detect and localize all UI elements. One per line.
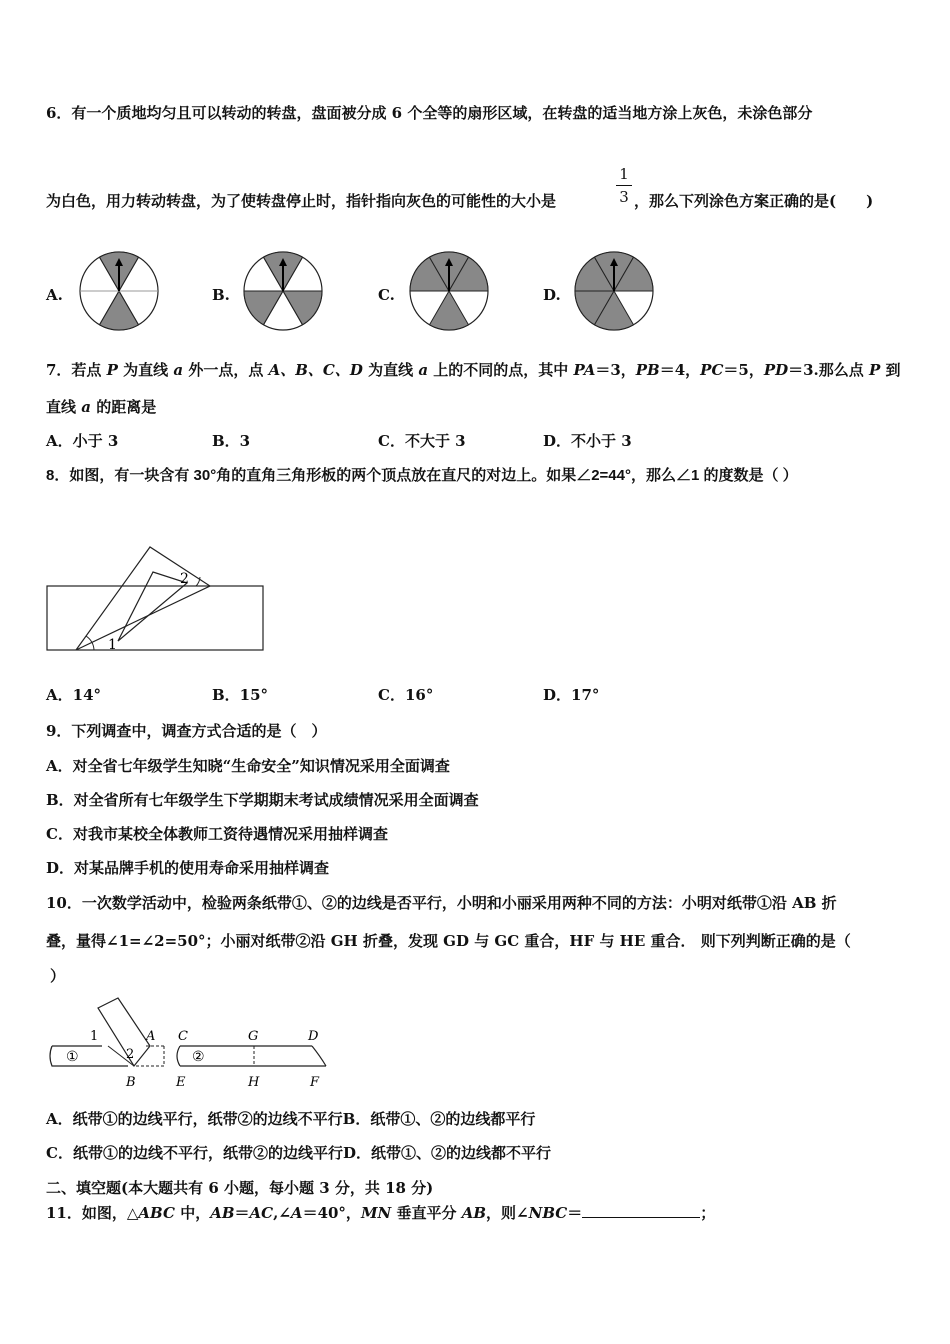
q7-option-b: B．3 xyxy=(212,432,251,450)
q8-angle2-label: 2 xyxy=(180,571,189,587)
q6-line2b: ，那么下列涂色方案正确的是( ) xyxy=(634,192,874,210)
q10-options-cd: C．纸带①的边线不平行，纸带②的边线平行D．纸带①、②的边线都不平行 xyxy=(46,1144,551,1162)
q6-frac-num: 1 xyxy=(619,165,629,183)
spinner-a-figure xyxy=(78,250,160,332)
q10-point-h: H xyxy=(248,1075,260,1090)
q6-option-b-label: B. xyxy=(212,286,230,304)
q10-point-b: B xyxy=(126,1075,136,1090)
q10-angle1-label: 1 xyxy=(90,1029,99,1044)
q8-option-d: D．17° xyxy=(543,686,600,704)
q6-option-c-label: C. xyxy=(378,286,395,304)
q10-strip2-label: ② xyxy=(192,1049,205,1065)
q9-option-c: C．对我市某校全体教师工资待遇情况采用抽样调查 xyxy=(46,825,388,843)
q8-option-a: A．14° xyxy=(46,686,102,704)
section2-heading: 二、填空题(本大题共有 6 小题，每小题 3 分，共 18 分) xyxy=(46,1179,434,1197)
q7-line1: 7．若点 P 为直线 a 外一点，点 A、B、C、D 为直线 a 上的不同的点，其中 PA＝3，PB＝4，PC＝5，PD＝3.那么点 P 到 xyxy=(46,361,901,379)
q10-point-g: G xyxy=(248,1029,259,1044)
spinner-c-figure xyxy=(408,250,490,332)
q9-option-b: B．对全省所有七年级学生下学期期末考试成绩情况采用全面调查 xyxy=(46,791,479,809)
q6-line2a: 为白色，用力转动转盘，为了使转盘停止时，指针指向灰色的可能性的大小是 xyxy=(46,192,557,210)
q11-answer-blank[interactable] xyxy=(582,1205,700,1218)
q10-angle2-label: 2 xyxy=(126,1047,135,1062)
q8-question: 8．如图，有一块含有 30°角的直角三角形板的两个顶点放在直尺的对边上。如果∠2=44°，那么∠1 的度数是（ ） xyxy=(46,467,798,484)
q8-ruler-triangle-figure xyxy=(46,545,268,655)
q9-question: 9．下列调查中，调查方式合适的是（ ） xyxy=(46,722,327,740)
q7-option-d: D．不小于 3 xyxy=(543,432,632,450)
q6-option-d-label: D. xyxy=(543,286,561,304)
q9-option-d: D．对某品牌手机的使用寿命采用抽样调查 xyxy=(46,859,330,877)
q10-point-e: E xyxy=(176,1075,186,1090)
q6-option-a-label: A. xyxy=(46,286,63,304)
q7-option-c: C．不大于 3 xyxy=(378,432,466,450)
q6-line1: 6．有一个质地均匀且可以转动的转盘，盘面被分成 6 个全等的扇形区域，在转盘的适当地方涂上灰色，未涂色部分 xyxy=(46,104,813,122)
spinner-b-figure xyxy=(242,250,324,332)
q6-frac-den: 3 xyxy=(619,188,629,206)
q10-line1: 10．一次数学活动中，检验两条纸带①、②的边线是否平行，小明和小丽采用两种不同的方法：小明对纸带①沿 AB 折 xyxy=(46,894,837,912)
q9-option-a: A．对全省七年级学生知晓“生命安全”知识情况采用全面调查 xyxy=(46,757,450,775)
q7-line2: 直线 a 的距离是 xyxy=(46,398,157,416)
q10-point-f: F xyxy=(310,1075,320,1090)
q10-strip1-label: ① xyxy=(66,1049,79,1065)
q8-option-b: B．15° xyxy=(212,686,269,704)
q7-option-a: A．小于 3 xyxy=(46,432,119,450)
q8-angle1-label: 1 xyxy=(108,637,117,653)
q6-fraction xyxy=(616,165,632,206)
spinner-d-figure xyxy=(573,250,655,332)
q10-point-d: D xyxy=(308,1029,319,1044)
q10-line3: ） xyxy=(50,967,66,985)
q10-point-a: A xyxy=(146,1029,156,1044)
q11-question: 11．如图，△ABC 中，AB＝AC,∠A＝40°，MN 垂直平分 AB，则∠NBC＝ ； xyxy=(46,1204,716,1222)
q10-options-ab: A．纸带①的边线平行，纸带②的边线不平行B．纸带①、②的边线都平行 xyxy=(46,1110,536,1128)
q8-option-c: C．16° xyxy=(378,686,434,704)
q10-line2: 叠，量得∠1=∠2=50°；小丽对纸带②沿 GH 折叠，发现 GD 与 GC 重合，HF 与 HE 重合． 则下列判断正确的是（ xyxy=(46,932,851,950)
q10-paper-strips-figure xyxy=(46,996,328,1092)
q10-point-c: C xyxy=(178,1029,188,1044)
